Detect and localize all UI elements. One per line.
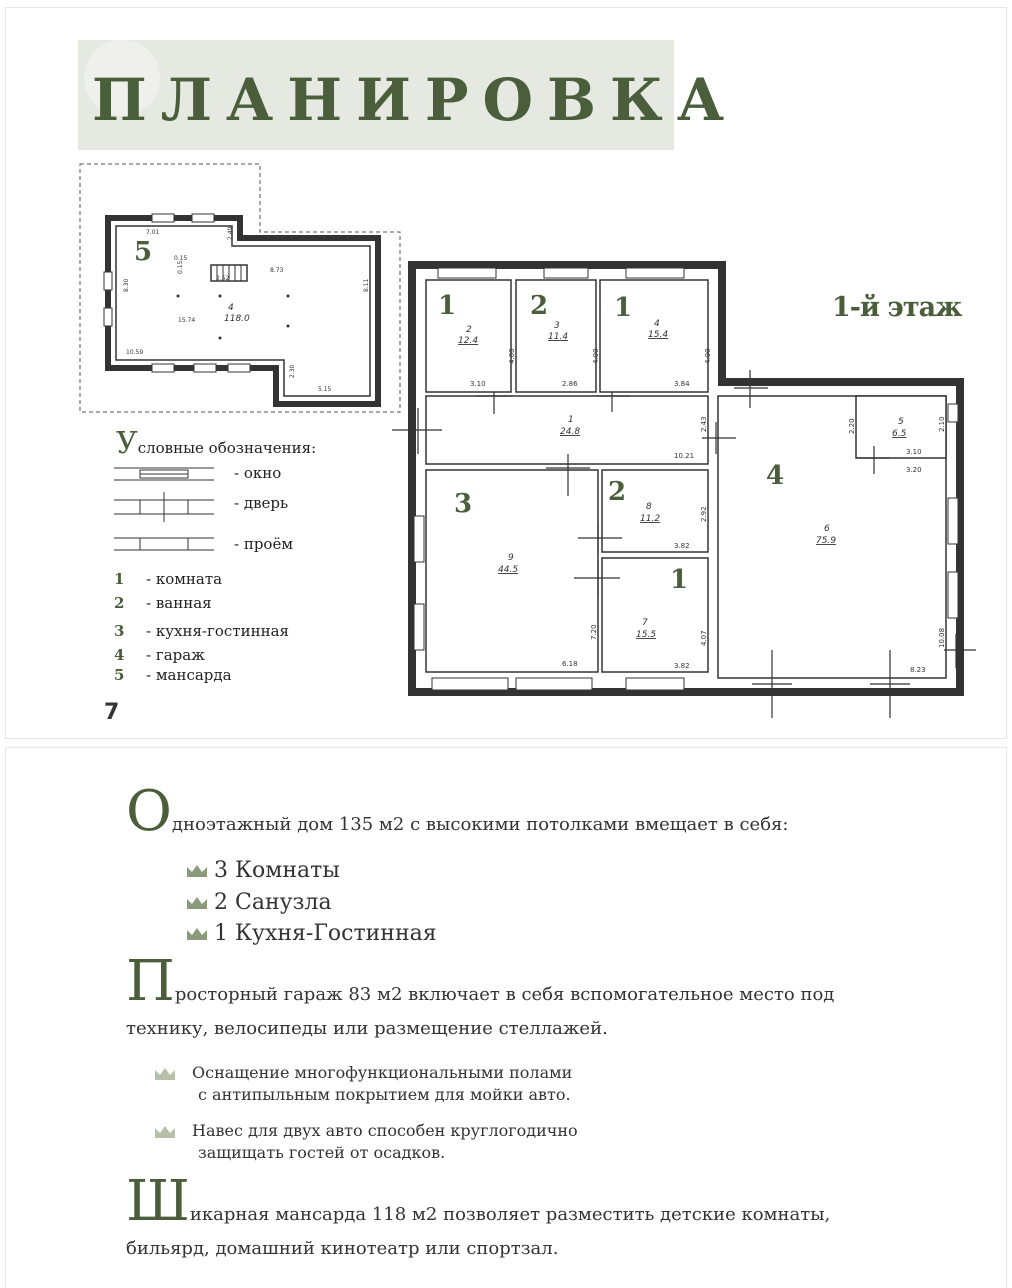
svg-text:2.30: 2.30 [289, 364, 296, 378]
attic-area: 118.0 [224, 314, 250, 324]
paragraph-garage: Просторный гараж 83 м2 включает в себя вспомогательное место под технику, велосипеды или размещение стеллажей. [126, 949, 835, 1039]
svg-text:3.82: 3.82 [674, 542, 690, 550]
attic-window [192, 214, 214, 222]
svg-text:4.00: 4.00 [704, 348, 712, 364]
garage-item: Навес для двух авто способен круглогодично защищать гостей от осадков. [154, 1120, 578, 1164]
window [516, 678, 592, 690]
svg-text:2.20: 2.20 [848, 418, 856, 434]
svg-text:8.73: 8.73 [270, 267, 284, 274]
attic-window [152, 214, 174, 222]
svg-text:8: 8 [646, 502, 652, 512]
crown-icon [186, 896, 208, 910]
zone-number: 1 [438, 291, 457, 321]
svg-text:3.10: 3.10 [906, 448, 922, 456]
svg-text:7.20: 7.20 [590, 624, 598, 640]
svg-text:11.4: 11.4 [548, 332, 569, 342]
svg-text:15.4: 15.4 [648, 330, 669, 340]
svg-text:4: 4 [654, 319, 660, 329]
svg-text:2.10: 2.10 [938, 416, 946, 432]
svg-text:6.18: 6.18 [562, 660, 578, 668]
svg-text:15.5: 15.5 [636, 630, 657, 640]
window [948, 572, 958, 618]
svg-text:7: 7 [642, 618, 648, 628]
svg-text:2.86: 2.86 [562, 380, 578, 388]
svg-text:15.74: 15.74 [178, 317, 196, 324]
attic-room-number: 4 [228, 303, 234, 313]
window-symbol [114, 468, 214, 480]
svg-text:6: 6 [824, 524, 830, 534]
svg-text:3.82: 3.82 [674, 662, 690, 670]
svg-text:3.20: 3.20 [906, 466, 922, 474]
svg-text:4.00: 4.00 [508, 348, 516, 364]
svg-text:10.08: 10.08 [938, 627, 946, 648]
legend-number-row: 1 - комната [114, 570, 223, 588]
svg-text:2.49: 2.49 [227, 226, 234, 240]
svg-text:8.23: 8.23 [910, 666, 926, 674]
paragraph-attic: Шикарная мансарда 118 м2 позволяет разместить детские комнаты, бильярд, домашний кинотеатр или спортзал. [126, 1169, 831, 1259]
svg-text:2.92: 2.92 [700, 506, 708, 522]
zone-number: 1 [614, 293, 633, 323]
window [626, 678, 684, 690]
feature-item: 2 Санузла [186, 890, 332, 915]
svg-text:44.5: 44.5 [498, 565, 519, 575]
legend-number-row: 3 - кухня-гостинная [114, 622, 290, 640]
room-storage [856, 396, 946, 458]
svg-text:2: 2 [466, 325, 472, 335]
legend-number-row: 5 - мансарда [114, 666, 232, 684]
opening-symbol [114, 538, 214, 550]
attic-window [194, 364, 216, 372]
svg-text:3.10: 3.10 [470, 380, 486, 388]
page-number: 7 [104, 700, 120, 725]
window [948, 404, 958, 422]
svg-text:7.01: 7.01 [146, 229, 160, 236]
window [948, 498, 958, 544]
description-page [6, 748, 1006, 1288]
floor-label: 1-й этаж [832, 292, 962, 323]
svg-text:8.30: 8.30 [123, 278, 130, 292]
svg-text:1: 1 [568, 415, 574, 425]
svg-text:0.15: 0.15 [177, 260, 184, 274]
page-title: ПЛАНИРОВКА [92, 66, 739, 134]
svg-text:3.84: 3.84 [674, 380, 690, 388]
door-symbol [114, 492, 214, 522]
attic-window [104, 272, 112, 290]
svg-text:24.8: 24.8 [560, 427, 581, 437]
legend-window-label: - окно [234, 464, 282, 482]
crown-icon [154, 1067, 176, 1081]
legend-number-row: 4 - гараж [114, 646, 205, 664]
window [626, 268, 684, 278]
svg-text:2.43: 2.43 [700, 416, 708, 432]
window [432, 678, 508, 690]
feature-item: 3 Комнаты [186, 858, 340, 883]
svg-text:10.21: 10.21 [674, 452, 695, 460]
legend-opening-label: - проём [234, 535, 294, 553]
window [544, 268, 588, 278]
svg-text:0.15: 0.15 [174, 255, 188, 262]
window [414, 604, 424, 650]
attic-window [152, 364, 174, 372]
feature-item: 1 Кухня-Гостинная [186, 921, 437, 946]
window [414, 516, 424, 562]
window [438, 268, 496, 278]
attic-window [104, 308, 112, 326]
svg-text:75.9: 75.9 [816, 536, 837, 546]
zone-number: 1 [670, 565, 689, 595]
svg-text:9: 9 [508, 553, 514, 563]
svg-text:11.2: 11.2 [640, 514, 661, 524]
svg-text:8.11: 8.11 [363, 278, 370, 292]
svg-text:6.5: 6.5 [892, 429, 907, 439]
plan-page [6, 8, 1006, 738]
attic-window [228, 364, 250, 372]
svg-text:5.15: 5.15 [318, 386, 332, 393]
attic-zone-number: 5 [134, 237, 153, 267]
zone-number: 3 [454, 489, 473, 519]
svg-text:3: 3 [554, 321, 560, 331]
svg-text:12.4: 12.4 [458, 336, 479, 346]
legend-number-row: 2 - ванная [114, 594, 212, 612]
zone-number: 2 [530, 291, 549, 321]
svg-text:4.00: 4.00 [592, 348, 600, 364]
crown-icon [186, 864, 208, 878]
svg-text:10.59: 10.59 [126, 349, 144, 356]
crown-icon [154, 1125, 176, 1139]
paragraph-house: Одноэтажный дом 135 м2 с высокими потолками вмещает в себя: [126, 779, 789, 844]
zone-number: 4 [766, 461, 785, 491]
zone-number: 2 [608, 477, 627, 507]
svg-text:4.07: 4.07 [700, 630, 708, 646]
svg-text:5: 5 [898, 417, 904, 427]
room-bedroom-3 [602, 558, 708, 672]
legend-door-label: - дверь [234, 494, 289, 512]
crown-icon [186, 927, 208, 941]
svg-text:2.52: 2.52 [216, 275, 230, 282]
legend-title: Условные обозначения: [116, 426, 317, 461]
garage-item: Оснащение многофункциональными полами с антипыльным покрытием для мойки авто. [154, 1062, 572, 1106]
